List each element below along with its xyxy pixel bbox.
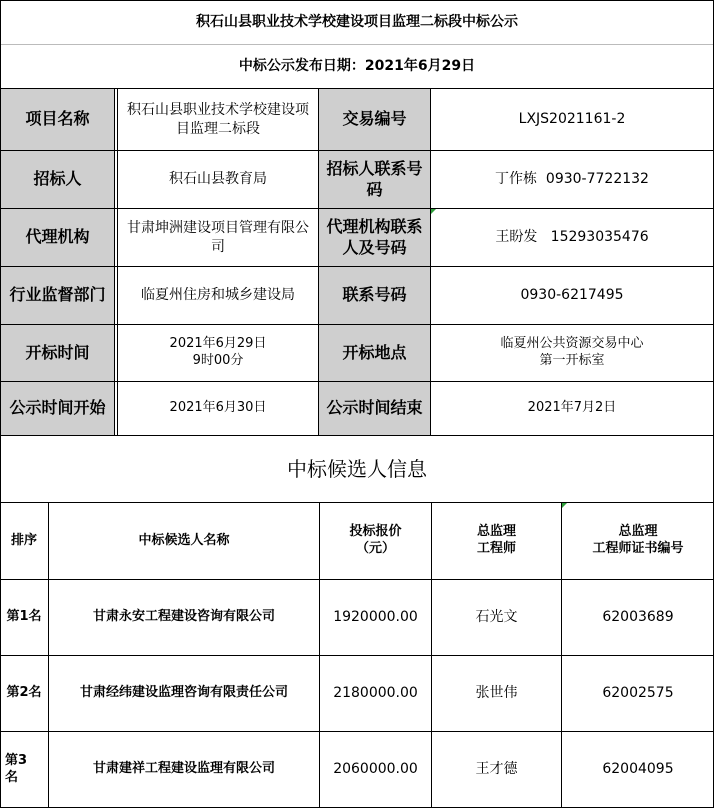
value-notice-start: 2021年6月30日 xyxy=(169,400,267,416)
publish-date: 中标公示发布日期：2021年6月29日 xyxy=(238,57,476,74)
label-notice-end: 公示时间结束 xyxy=(319,382,430,435)
value-phone: 0930-6217495 xyxy=(520,287,624,304)
grid-line xyxy=(0,208,714,209)
value-project-name: 积石山县职业技术学校建设项目监理二标段 xyxy=(127,102,309,137)
grid-line xyxy=(0,44,714,45)
grid-line xyxy=(0,0,1,808)
grid-line xyxy=(0,731,714,732)
grid-line xyxy=(561,502,562,808)
grid-line xyxy=(430,88,431,435)
row-3-rank: 第3 名 xyxy=(5,752,28,785)
grid-line xyxy=(0,266,714,267)
header-chief-engineer: 总监理 工程师 xyxy=(476,524,516,556)
grid-line xyxy=(0,579,714,580)
row-3-cert-no: 62004095 xyxy=(602,761,674,778)
comment-marker-icon xyxy=(562,503,567,508)
value-tenderer: 积石山县教育局 xyxy=(169,171,267,188)
grid-line xyxy=(0,381,714,382)
row-2-candidate-name: 甘肃经纬建设监理咨询有限责任公司 xyxy=(79,685,288,701)
value-open-place: 临夏州公共资源交易中心 第一开标室 xyxy=(500,336,644,368)
grid-line xyxy=(0,324,714,325)
label-tenderer: 招标人 xyxy=(1,151,114,208)
row-1-chief-engineer: 石光文 xyxy=(475,609,518,626)
row-3-candidate-name: 甘肃建祥工程建设监理有限公司 xyxy=(92,761,275,777)
row-2-chief-engineer: 张世伟 xyxy=(475,685,518,702)
row-1-cert-no: 62003689 xyxy=(602,609,674,626)
value-trade-no: LXJS2021161-2 xyxy=(518,111,626,128)
grid-line xyxy=(0,0,714,1)
row-1-rank: 第1名 xyxy=(6,609,42,625)
grid-line xyxy=(319,502,320,808)
value-open-time: 2021年6月29日 9时00分 xyxy=(169,336,267,368)
header-cert-no: 总监理 工程师证书编号 xyxy=(592,524,684,556)
header-candidate-name: 中标候选人名称 xyxy=(138,532,230,548)
label-tenderer-contact: 招标人联系号码 xyxy=(319,151,430,208)
value-supervisor: 临夏州住房和城乡建设局 xyxy=(141,287,295,304)
grid-line xyxy=(0,150,714,151)
row-3-bid-price: 2060000.00 xyxy=(333,761,418,778)
grid-line xyxy=(0,655,714,656)
value-notice-end: 2021年7月2日 xyxy=(527,400,617,416)
grid-line xyxy=(0,502,714,503)
label-open-place: 开标地点 xyxy=(319,325,430,381)
row-1-bid-price: 1920000.00 xyxy=(333,609,418,626)
label-phone: 联系号码 xyxy=(319,267,430,324)
header-bid-price: 投标报价 （元） xyxy=(349,524,402,556)
label-open-time: 开标时间 xyxy=(1,325,114,381)
grid-line xyxy=(48,502,49,808)
row-2-bid-price: 2180000.00 xyxy=(333,685,418,702)
row-2-cert-no: 62002575 xyxy=(602,685,674,702)
value-agency: 甘肃坤洲建设项目管理有限公司 xyxy=(127,220,309,255)
grid-line xyxy=(114,88,115,435)
row-2-rank: 第2名 xyxy=(6,685,42,701)
row-1-candidate-name: 甘肃永安工程建设咨询有限公司 xyxy=(92,609,275,625)
row-3-chief-engineer: 王才德 xyxy=(475,761,518,778)
label-agency-contact: 代理机构联系人及号码 xyxy=(319,209,430,266)
label-supervisor: 行业监督部门 xyxy=(1,267,114,324)
comment-marker-icon xyxy=(431,209,436,214)
grid-line xyxy=(318,88,319,435)
grid-line xyxy=(431,502,432,808)
value-tenderer-contact: 丁作栋 0930-7722132 xyxy=(495,171,649,188)
notice-title: 积石山县职业技术学校建设项目监理二标段中标公示 xyxy=(196,13,518,30)
label-agency: 代理机构 xyxy=(1,209,114,266)
grid-line xyxy=(0,88,714,89)
label-notice-start: 公示时间开始 xyxy=(1,382,114,435)
value-agency-contact: 王盼发 15293035476 xyxy=(495,229,649,246)
header-rank: 排序 xyxy=(10,532,37,548)
label-trade-no: 交易编号 xyxy=(319,89,430,150)
candidates-section-title: 中标候选人信息 xyxy=(287,457,427,481)
grid-line xyxy=(117,88,118,435)
grid-line xyxy=(0,435,714,436)
label-project-name: 项目名称 xyxy=(1,89,114,150)
